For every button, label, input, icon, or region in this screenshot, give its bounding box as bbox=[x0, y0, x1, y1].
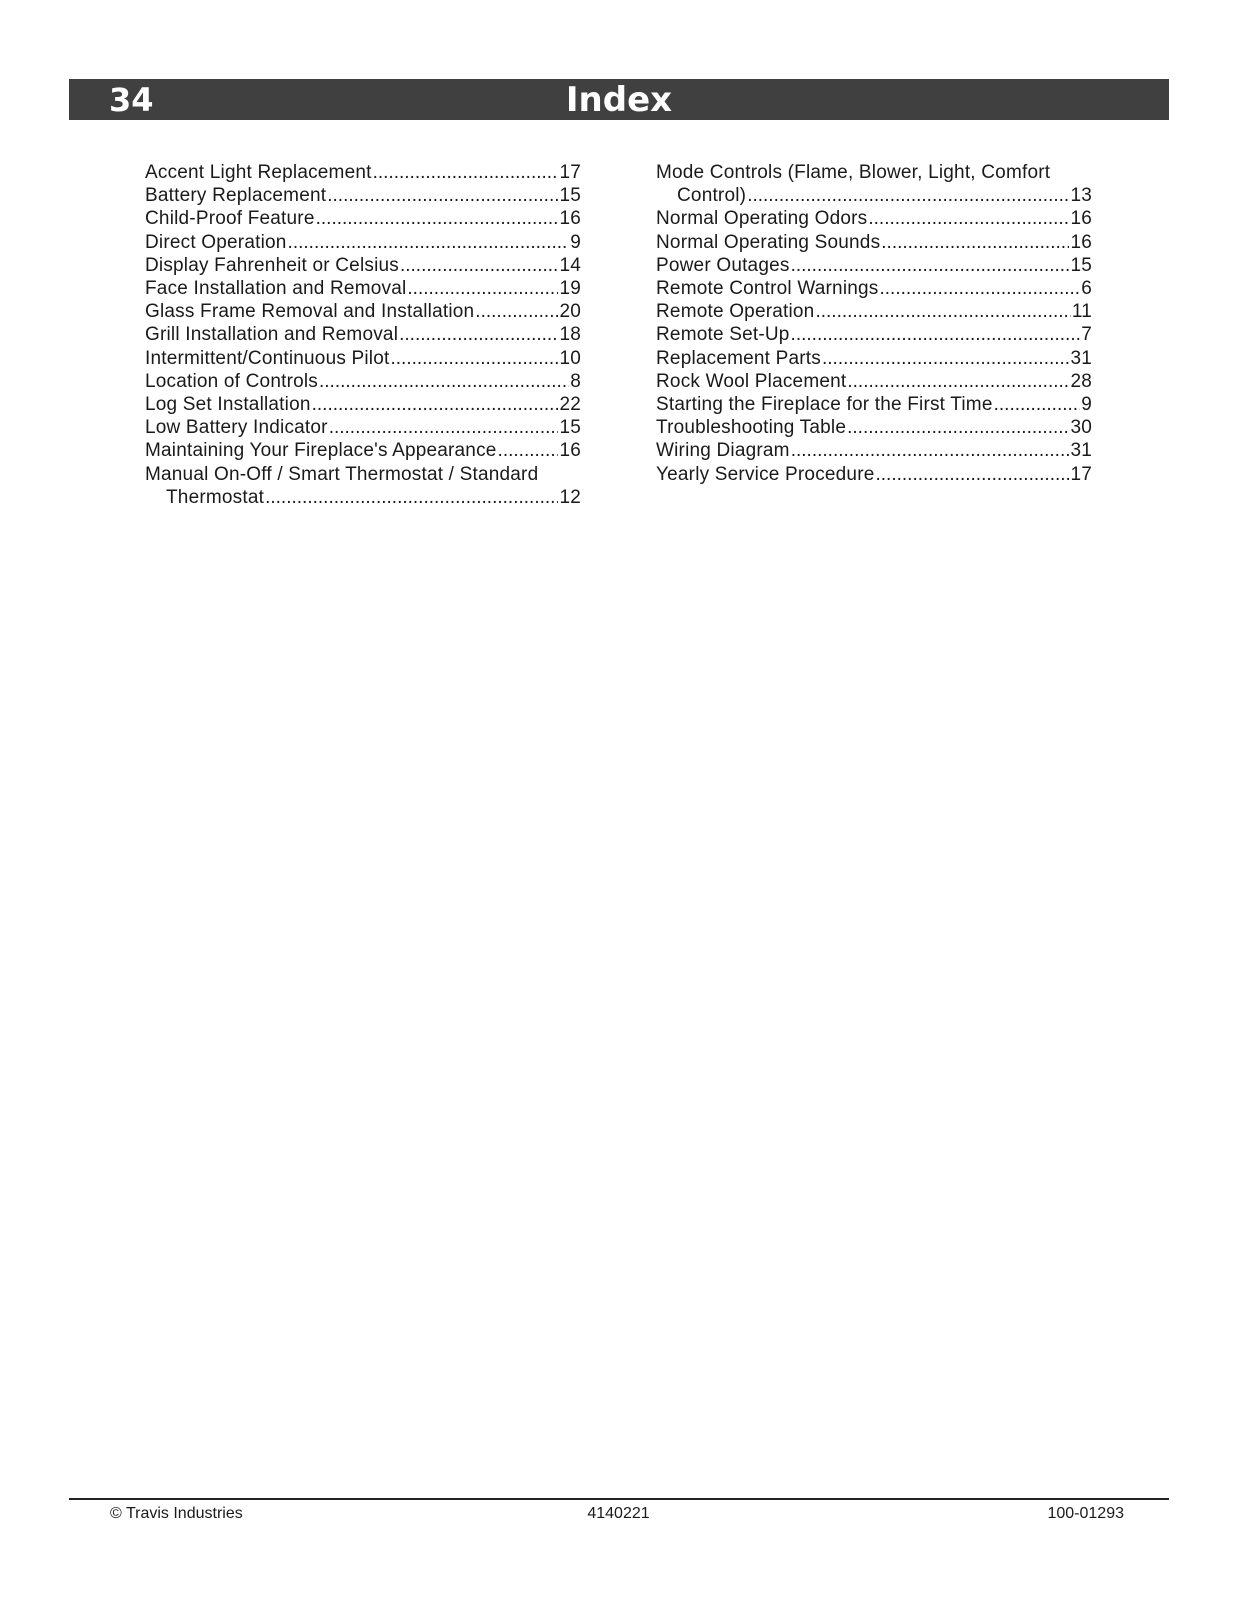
index-entry[interactable] bbox=[145, 393, 581, 416]
index-entry-label-continued: Control) bbox=[677, 185, 747, 207]
index-entry-label: Normal Operating Sounds bbox=[656, 231, 881, 253]
index-entry-label: Direct Operation bbox=[145, 231, 287, 253]
index-entry-page: 9 bbox=[570, 231, 581, 253]
index-entry-label: Wiring Diagram bbox=[656, 440, 790, 462]
index-entry-page: 15 bbox=[1070, 254, 1092, 276]
page-header bbox=[69, 79, 1169, 120]
index-entry-page: 19 bbox=[559, 278, 581, 300]
index-entry[interactable] bbox=[145, 161, 581, 184]
index-entry-page: 16 bbox=[1070, 208, 1092, 230]
dot-leader bbox=[288, 231, 570, 254]
index-entry-page: 17 bbox=[559, 162, 581, 183]
index-entry[interactable] bbox=[145, 207, 581, 230]
footer-doc-code: 4140221 bbox=[587, 1505, 650, 1522]
index-entry[interactable] bbox=[656, 393, 1092, 416]
dot-leader bbox=[498, 439, 559, 462]
dot-leader bbox=[407, 277, 558, 300]
dot-leader bbox=[791, 254, 1070, 277]
index-entry[interactable] bbox=[145, 323, 581, 346]
index-entry-label: Mode Controls (Flame, Blower, Light, Comfort bbox=[656, 162, 1051, 183]
index-entry[interactable] bbox=[145, 184, 581, 207]
index-entry-label: Remote Control Warnings bbox=[656, 278, 879, 300]
index-entry[interactable] bbox=[145, 277, 581, 300]
index-entry[interactable] bbox=[656, 161, 1092, 207]
index-entry[interactable] bbox=[656, 323, 1092, 346]
page-title: Index bbox=[565, 80, 673, 120]
index-entry-page: 28 bbox=[1070, 370, 1092, 392]
dot-leader bbox=[319, 370, 569, 393]
index-entry-page: 16 bbox=[1070, 231, 1092, 253]
dot-leader bbox=[822, 347, 1069, 370]
index-entry-page: 15 bbox=[559, 417, 581, 439]
index-entry-label: Glass Frame Removal and Installation bbox=[145, 301, 475, 323]
index-entry[interactable] bbox=[656, 370, 1092, 393]
dot-leader bbox=[327, 184, 558, 207]
index-entry-label: Accent Light Replacement bbox=[145, 162, 372, 183]
index-entry[interactable] bbox=[145, 463, 581, 509]
index-entry-label: Manual On-Off / Smart Thermostat / Standard bbox=[145, 463, 539, 485]
index-entry-page: 8 bbox=[570, 370, 581, 392]
index-entry-page: 9 bbox=[1081, 394, 1092, 416]
footer-copyright: © Travis Industries bbox=[110, 1505, 243, 1522]
index-entry-page: 31 bbox=[1070, 347, 1092, 369]
index-entry-label: Maintaining Your Fireplace's Appearance bbox=[145, 440, 497, 462]
index-entry[interactable] bbox=[656, 463, 1092, 486]
index-entry-label: Intermittent/Continuous Pilot bbox=[145, 347, 390, 369]
dot-leader bbox=[879, 277, 1080, 300]
index-entry[interactable] bbox=[145, 300, 581, 323]
index-entry[interactable] bbox=[145, 439, 581, 462]
dot-leader bbox=[868, 207, 1069, 230]
index-entry-label: Display Fahrenheit or Celsius bbox=[145, 254, 399, 276]
index-entry-label: Normal Operating Odors bbox=[656, 208, 868, 230]
index-entry-label: Remote Set-Up bbox=[656, 324, 790, 346]
index-entry-page: 13 bbox=[1070, 185, 1092, 207]
index-entry-label: Location of Controls bbox=[145, 370, 318, 392]
index-entry-page: 17 bbox=[1070, 463, 1092, 485]
index-entry[interactable] bbox=[145, 370, 581, 393]
index-entry[interactable] bbox=[656, 277, 1092, 300]
dot-leader bbox=[312, 393, 559, 416]
index-entry-page: 30 bbox=[1070, 417, 1092, 439]
dot-leader bbox=[791, 439, 1070, 462]
dot-leader bbox=[791, 323, 1081, 346]
dot-leader bbox=[400, 254, 558, 277]
index-entry-label: Grill Installation and Removal bbox=[145, 324, 399, 346]
index-entry-label: Troubleshooting Table bbox=[656, 417, 847, 439]
dot-leader bbox=[815, 300, 1070, 323]
index-entry[interactable] bbox=[145, 347, 581, 370]
index-entry-label: Remote Operation bbox=[656, 301, 815, 323]
dot-leader bbox=[399, 323, 558, 346]
footer-part-number: 100-01293 bbox=[1047, 1505, 1124, 1522]
index-entry-label: Yearly Service Procedure bbox=[656, 463, 875, 485]
dot-leader bbox=[316, 207, 559, 230]
index-entry-page: 31 bbox=[1070, 440, 1092, 462]
index-entry-label: Child-Proof Feature bbox=[145, 208, 315, 230]
index-entry[interactable] bbox=[656, 254, 1092, 277]
index-entry-label: Rock Wool Placement bbox=[656, 370, 847, 392]
dot-leader bbox=[329, 416, 559, 439]
index-entry-page: 6 bbox=[1081, 278, 1092, 300]
index-entry-page: 22 bbox=[559, 394, 581, 416]
index-entry-page: 18 bbox=[559, 324, 581, 346]
page-number: 34 bbox=[109, 81, 154, 119]
index-entry-page: 16 bbox=[559, 208, 581, 230]
dot-leader bbox=[475, 300, 558, 323]
dot-leader bbox=[881, 231, 1069, 254]
index-entry[interactable] bbox=[656, 300, 1092, 323]
index-entry[interactable] bbox=[145, 416, 581, 439]
index-entry-label: Log Set Installation bbox=[145, 394, 311, 416]
index-entry-page: 14 bbox=[559, 254, 581, 276]
index-entry-page: 12 bbox=[559, 486, 581, 508]
index-entry-page: 20 bbox=[559, 301, 581, 323]
index-entry-page: 11 bbox=[1071, 301, 1092, 323]
index-entry[interactable] bbox=[656, 439, 1092, 462]
dot-leader bbox=[390, 347, 558, 370]
dot-leader bbox=[994, 393, 1081, 416]
index-entry-label: Battery Replacement bbox=[145, 185, 327, 207]
index-left-column bbox=[145, 161, 581, 509]
index-entry-page: 7 bbox=[1081, 324, 1092, 346]
dot-leader bbox=[847, 416, 1069, 439]
index-entry[interactable] bbox=[145, 254, 581, 277]
index-entry[interactable] bbox=[656, 347, 1092, 370]
index-right-column bbox=[656, 161, 1092, 486]
index-entry[interactable] bbox=[656, 207, 1092, 230]
index-entry-label: Face Installation and Removal bbox=[145, 278, 407, 300]
dot-leader bbox=[847, 370, 1069, 393]
index-entry-page: 10 bbox=[559, 347, 581, 369]
index-entry-label: Low Battery Indicator bbox=[145, 417, 328, 439]
index-entry-label: Power Outages bbox=[656, 254, 790, 276]
index-entry[interactable] bbox=[656, 416, 1092, 439]
dot-leader bbox=[265, 486, 558, 509]
dot-leader bbox=[747, 184, 1069, 207]
index-entry[interactable] bbox=[145, 231, 581, 254]
index-entry-label: Starting the Fireplace for the First Time bbox=[656, 394, 993, 416]
index-entry-label: Replacement Parts bbox=[656, 347, 821, 369]
index-entry-label-continued: Thermostat bbox=[166, 486, 265, 508]
index-entry-page: 16 bbox=[559, 440, 581, 462]
dot-leader bbox=[876, 463, 1070, 486]
index-entry-page: 15 bbox=[559, 185, 581, 207]
dot-leader bbox=[373, 161, 559, 184]
index-entry[interactable] bbox=[656, 231, 1092, 254]
